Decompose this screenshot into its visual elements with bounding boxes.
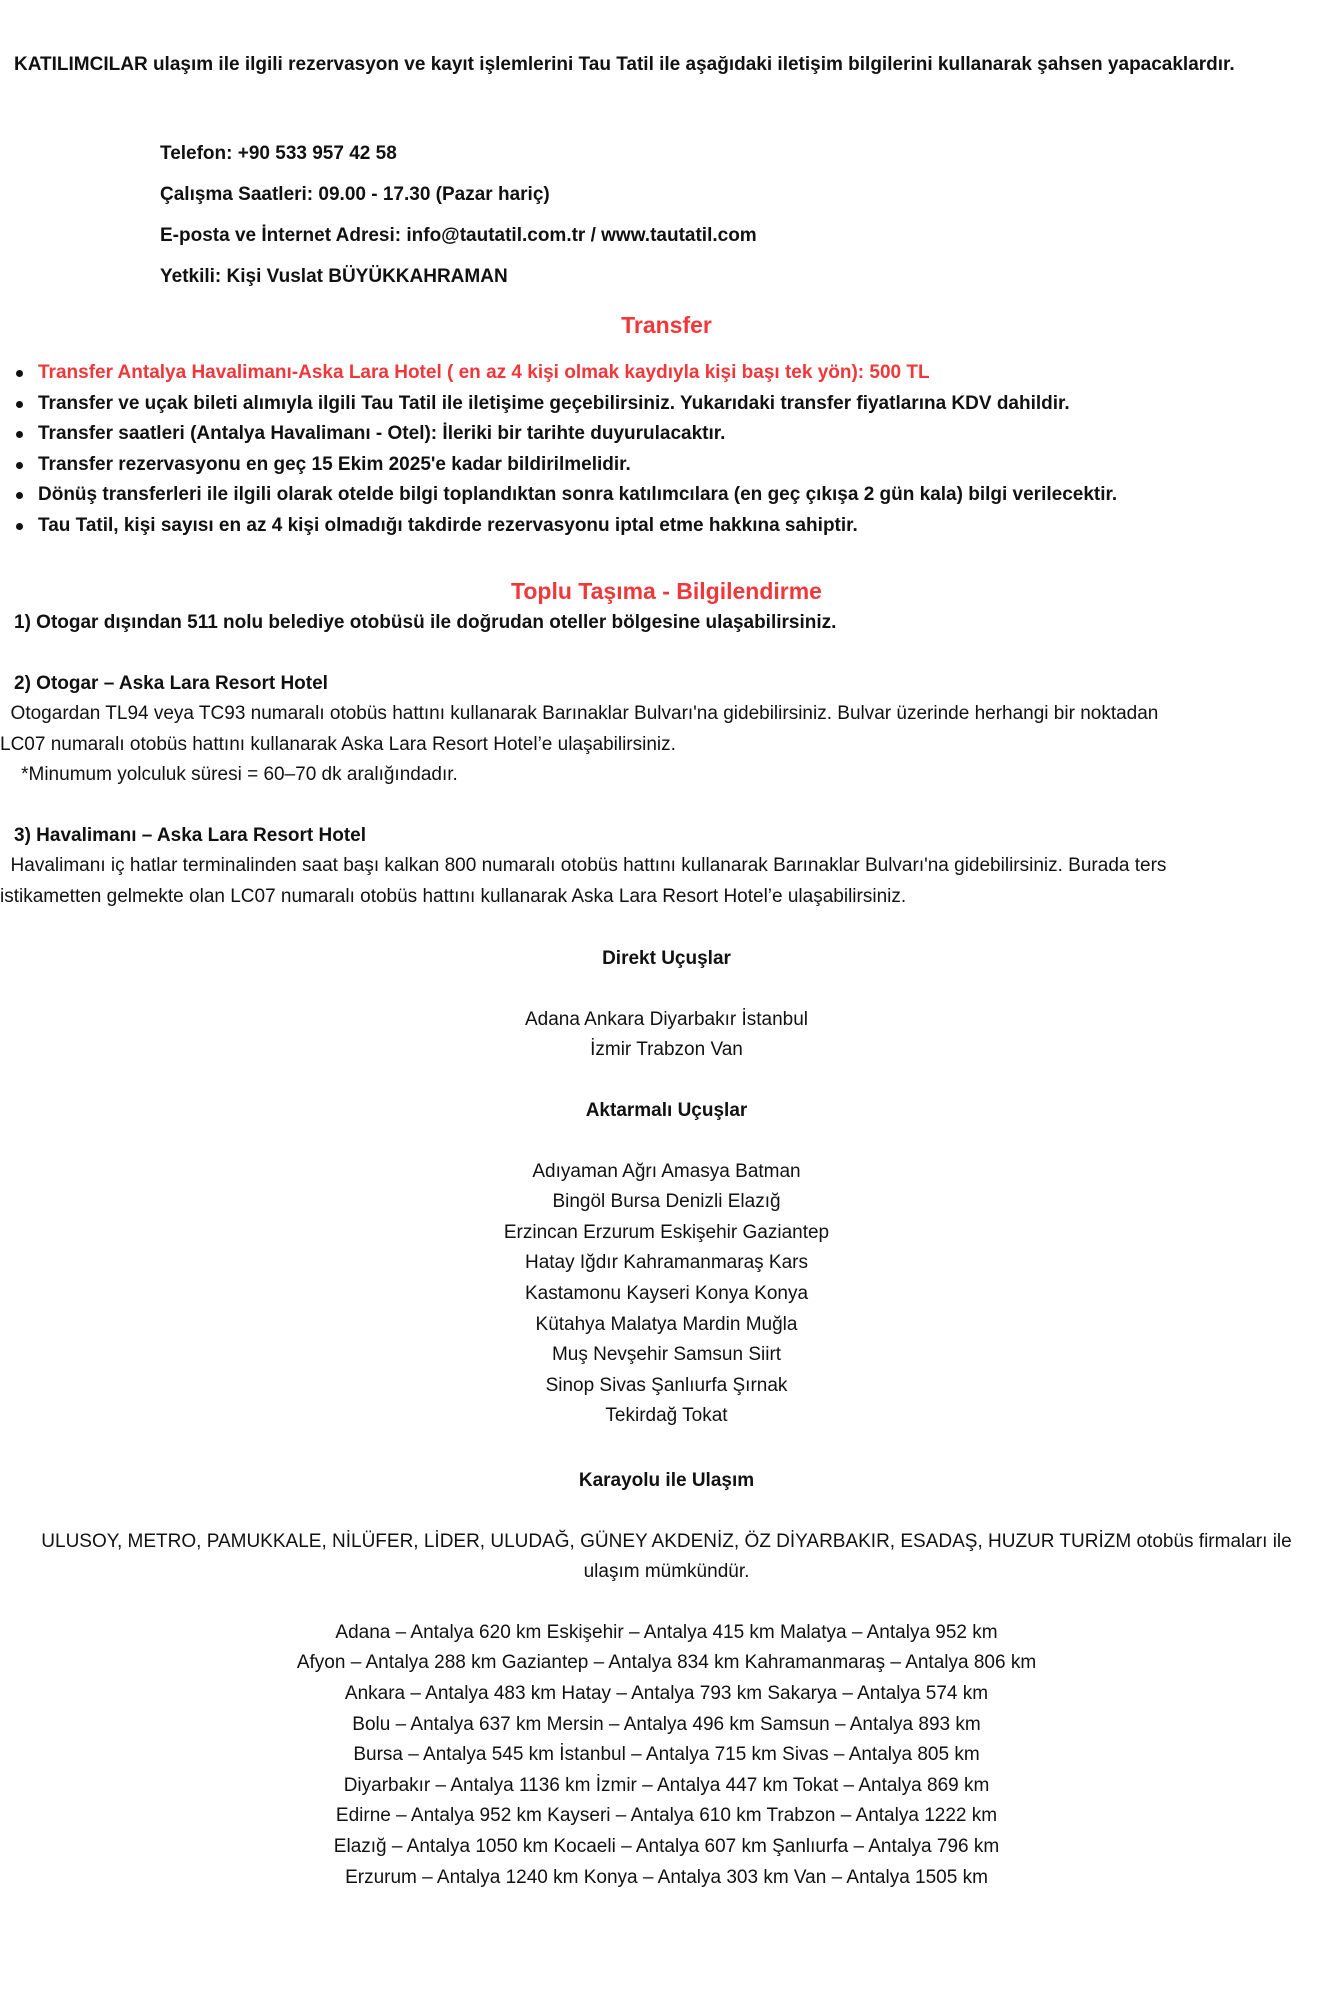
- connecting-flights-line: Bingöl Bursa Denizli Elazığ: [552, 1191, 781, 1213]
- road-companies: ulaşım mümkündür.: [583, 1561, 750, 1583]
- contact-person: Yetkili: Kişi Vuslat BÜYÜKKAHRAMAN: [160, 266, 508, 287]
- transfer-item: Transfer saatleri (Antalya Havalimanı - Otel): İleriki bir tarihte duyurulacaktır.: [38, 419, 1328, 450]
- contact-phone: Telefon: +90 533 957 42 58: [160, 143, 397, 164]
- direct-flights-line: Adana Ankara Diyarbakır İstanbul: [524, 1008, 809, 1030]
- road-companies: ULUSOY, METRO, PAMUKKALE, NİLÜFER, LİDER, ULUDAĞ, GÜNEY AKDENİZ, ÖZ DİYARBAKIR, ESADAŞ, HUZUR TURİZM otobüs firmaları ile: [41, 1530, 1292, 1552]
- public-transport-section: [0, 608, 1333, 912]
- connecting-flights-line: Erzincan Erzurum Eskişehir Gaziantep: [503, 1221, 830, 1243]
- connecting-flights-line: Sinop Sivas Şanlıurfa Şırnak: [545, 1374, 788, 1396]
- transport-item-2-title: 2) Otogar – Aska Lara Resort Hotel: [14, 672, 328, 694]
- transfer-item: Tau Tatil, kişi sayısı en az 4 kişi olmadığı takdirde rezervasyonu iptal etme hakkına sahiptir.: [38, 511, 1328, 542]
- road-section: [0, 1466, 1333, 1893]
- transfer-item: Transfer Antalya Havalimanı-Aska Lara Hotel ( en az 4 kişi olmak kaydıyla kişi başı tek yön): 500 TL: [38, 358, 1328, 389]
- connecting-flights-section: [0, 1096, 1333, 1432]
- transfer-list: [0, 358, 1328, 541]
- transport-item-2-text: Otogardan TL94 veya TC93 numaralı otobüs hattını kullanarak Barınaklar Bulvarı'na gidebilirsiniz. Bulvar üzerinde herhangi bir noktadan: [0, 703, 1159, 724]
- contact-hours: Çalışma Saatleri: 09.00 - 17.30 (Pazar hariç): [160, 184, 550, 205]
- transfer-item: Transfer ve uçak bileti alımıyla ilgili Tau Tatil ile iletişime geçebilirsiniz. Yukarıdaki transfer fiyatlarına KDV dahildir.: [38, 389, 1328, 420]
- transport-item-3-title: 3) Havalimanı – Aska Lara Resort Hotel: [14, 824, 366, 846]
- connecting-flights-line: Kütahya Malatya Mardin Muğla: [535, 1313, 798, 1335]
- transport-item-1: 1) Otogar dışından 511 nolu belediye otobüsü ile doğrudan oteller bölgesine ulaşabilirsiniz.: [14, 612, 837, 633]
- connecting-flights-line: Adıyaman Ağrı Amasya Batman: [532, 1160, 801, 1182]
- road-distance-line: Bursa – Antalya 545 km İstanbul – Antalya 715 km Sivas – Antalya 805 km: [353, 1744, 980, 1766]
- connecting-flights-line: Kastamonu Kayseri Konya Konya: [524, 1282, 809, 1304]
- direct-flights-heading: Direkt Uçuşlar: [602, 948, 731, 969]
- road-distance-line: Bolu – Antalya 637 km Mersin – Antalya 496 km Samsun – Antalya 893 km: [352, 1713, 981, 1735]
- connecting-flights-line: Muş Nevşehir Samsun Siirt: [551, 1344, 782, 1366]
- transport-item-2-note: *Minumum yolculuk süresi = 60–70 dk aralığındadır.: [0, 764, 458, 785]
- road-distance-line: Adana – Antalya 620 km Eskişehir – Antalya 415 km Malatya – Antalya 952 km: [335, 1621, 998, 1643]
- transfer-item: Transfer rezervasyonu en geç 15 Ekim 2025'e kadar bildirilmelidir.: [38, 450, 1328, 481]
- road-distance-line: Diyarbakır – Antalya 1136 km İzmir – Antalya 447 km Tokat – Antalya 869 km: [343, 1774, 990, 1796]
- road-distance-line: Ankara – Antalya 483 km Hatay – Antalya 793 km Sakarya – Antalya 574 km: [344, 1682, 989, 1704]
- road-distance-line: Afyon – Antalya 288 km Gaziantep – Antalya 834 km Kahramanmaraş – Antalya 806 km: [296, 1652, 1037, 1674]
- public-transport-heading: Toplu Taşıma - Bilgilendirme: [511, 578, 822, 604]
- transport-item-3-text: Havalimanı iç hatlar terminalinden saat başı kalkan 800 numaralı otobüs hattını kullanarak Barınaklar Bulvarı'na gidebilirsiniz. Burada ters: [0, 855, 1167, 876]
- direct-flights-section: [0, 944, 1333, 1066]
- road-distance-line: Elazığ – Antalya 1050 km Kocaeli – Antalya 607 km Şanlıurfa – Antalya 796 km: [333, 1835, 1000, 1857]
- contact-email: E-posta ve İnternet Adresi: info@tautatil.com.tr / www.tautatil.com: [160, 225, 757, 246]
- connecting-flights-heading: Aktarmalı Uçuşlar: [585, 1100, 748, 1121]
- transport-item-3-text: istikametten gelmekte olan LC07 numaralı otobüs hattını kullanarak Aska Lara Resort Hotel’e ulaşabilirsiniz.: [0, 885, 907, 907]
- contact-info: [160, 142, 757, 306]
- connecting-flights-line: Hatay Iğdır Kahramanmaraş Kars: [524, 1252, 808, 1274]
- road-distance-line: Erzurum – Antalya 1240 km Konya – Antalya 303 km Van – Antalya 1505 km: [345, 1866, 988, 1888]
- road-distance-line: Edirne – Antalya 952 km Kayseri – Antalya 610 km Trabzon – Antalya 1222 km: [335, 1805, 998, 1827]
- direct-flights-line: İzmir Trabzon Van: [590, 1039, 743, 1061]
- intro-text: KATILIMCILAR ulaşım ile ilgili rezervasyon ve kayıt işlemlerini Tau Tatil ile aşağıdaki iletişim bilgilerini kullanarak şahsen yapacaklardır.: [14, 54, 1235, 75]
- transfer-item: Dönüş transferleri ile ilgili olarak otelde bilgi toplandıktan sonra katılımcılara (en geç çıkışa 2 gün kala) bilgi verilecektir.: [38, 480, 1328, 511]
- road-heading: Karayolu ile Ulaşım: [578, 1470, 755, 1491]
- connecting-flights-line: Tekirdağ Tokat: [605, 1405, 728, 1427]
- transport-item-2-text: LC07 numaralı otobüs hattını kullanarak Aska Lara Resort Hotel’e ulaşabilirsiniz.: [0, 733, 676, 755]
- transfer-heading: Transfer: [621, 312, 712, 338]
